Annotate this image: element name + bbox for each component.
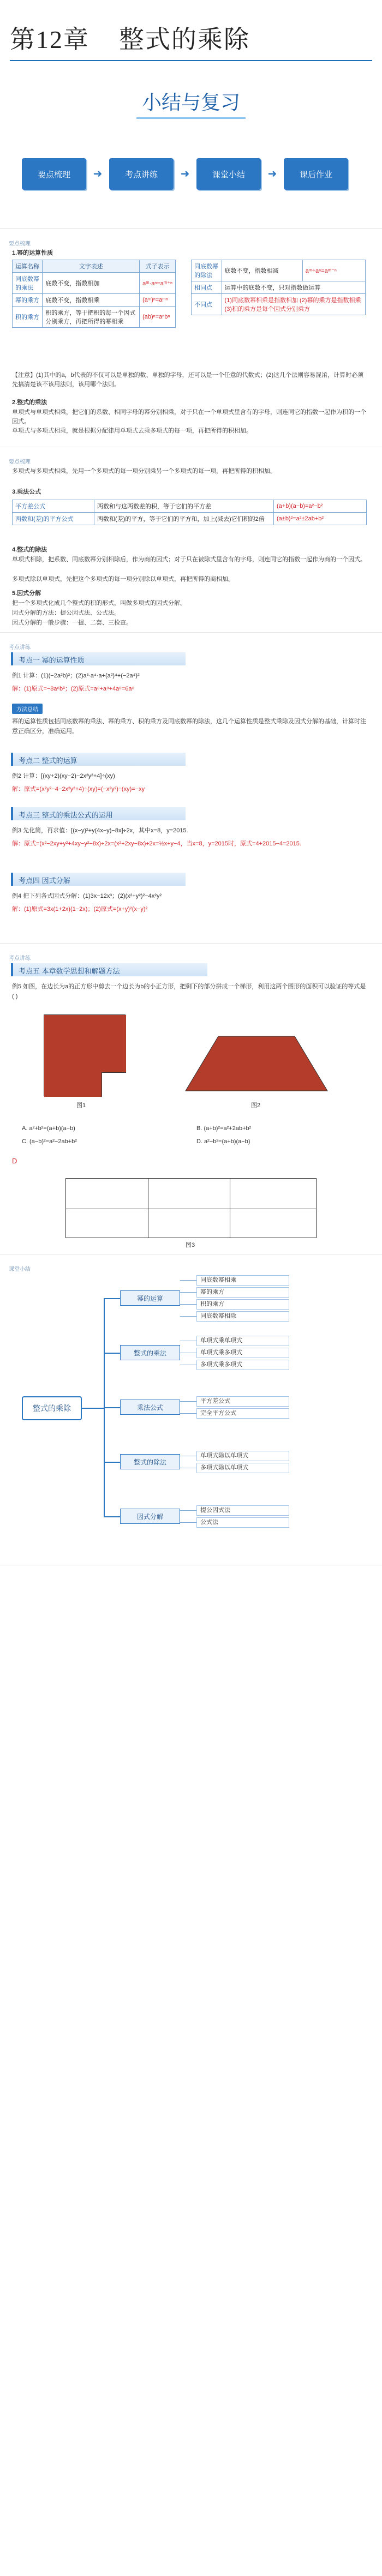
table-row xyxy=(192,281,366,294)
table-cell: 同底数幂的除法 xyxy=(192,260,222,281)
example-question: 例2 计算：[(xy+2)(xy−2)−2x²y²+4]÷(xy) xyxy=(12,773,115,779)
map-leaf: 公式法 xyxy=(196,1517,289,1528)
table-cell: (a+b)(a−b)=a²−b² xyxy=(274,500,367,513)
example-question: 例4 把下列各式因式分解：(1)3x−12x³；(2)(x²+y²)²−4x²y² xyxy=(12,893,162,899)
table-cell: 底数不变，指数相乘 xyxy=(43,294,140,307)
map-branch: 因式分解 xyxy=(120,1509,180,1524)
page-bottom xyxy=(0,1571,382,2576)
map-leaf: 平方差公式 xyxy=(196,1396,289,1407)
practice-slide-1 xyxy=(0,638,382,944)
table-cell: aᵐ·aⁿ=aᵐ⁺ⁿ xyxy=(140,273,176,294)
review-title: 小结与复习 xyxy=(141,92,240,114)
title-slide xyxy=(0,0,382,229)
map-leaf: 单项式乘单项式 xyxy=(196,1336,289,1346)
table-cell: (a±b)²=a²±2ab+b² xyxy=(274,513,367,525)
chapter-number: 第12章 xyxy=(10,26,89,53)
connector-line xyxy=(82,1408,104,1409)
paragraph: 单项式与单项式相乘，把它们的系数、相同字母的幂分别相乘，对于只在一个单项式里含有的字母，则连同它的指数一起作为积的一个因式。 xyxy=(12,409,366,425)
table-cell: 两数和与这两数差的积，等于它们的平方差 xyxy=(94,500,274,513)
connector-line xyxy=(180,1401,196,1402)
example-answer: 解：(1)原式=−8a⁶b³；(2)原式=a⁸+a⁸+4a⁸=6a⁸ xyxy=(12,686,135,692)
choice-a[interactable]: A. a²+b²=(a+b)(a−b) xyxy=(22,1125,75,1132)
table-cell: 两数和(差)的平方公式 xyxy=(13,513,94,525)
topic-title: 考点五 本章数学思想和解题方法 xyxy=(11,963,207,976)
example-question: 例5 如图，在边长为a的正方形中剪去一个边长为b的小正方形，把剩下的部分拼成一个梯形，利用这两个图形的面积可以验证的等式是( ) xyxy=(12,983,366,1000)
table-header: 式子表示 xyxy=(140,260,176,273)
figure-caption: 图1 xyxy=(76,1102,86,1109)
table-header: 运算名称 xyxy=(13,260,43,273)
map-branch: 乘法公式 xyxy=(120,1400,180,1415)
shaded-region xyxy=(44,1015,126,1072)
table-header: 文字表述 xyxy=(43,260,140,273)
power-rules-table xyxy=(12,260,176,328)
table-row xyxy=(13,513,367,525)
table-cell: (aᵐ)ⁿ=aᵐⁿ xyxy=(140,294,176,307)
method-tag: 方法总结 xyxy=(12,704,43,714)
table-row xyxy=(192,294,366,315)
topic-title: 考点三 整式的乘法公式的运用 xyxy=(11,807,186,820)
practice-slide-2 xyxy=(0,949,382,1254)
map-leaf: 同底数幂相乘 xyxy=(196,1275,289,1286)
section-heading: 4.整式的除法 xyxy=(12,547,47,553)
table-row xyxy=(192,260,366,281)
table-row xyxy=(13,500,367,513)
map-branch: 整式的乘法 xyxy=(120,1345,180,1360)
summary-map-slide xyxy=(0,1260,382,1565)
chapter-title xyxy=(10,20,250,56)
paragraph: 因式分解的一般步骤：一提、二套、三检查。 xyxy=(12,620,132,626)
table-cell: 积的乘方 xyxy=(13,307,43,328)
formula-table xyxy=(12,500,367,525)
map-leaf: 单项式除以单项式 xyxy=(196,1451,289,1461)
chapter-name: 整式的乘除 xyxy=(119,26,250,53)
summary-slide-1 xyxy=(0,235,382,447)
example-answer: D xyxy=(12,1157,17,1165)
table-cell: 幂的乘方 xyxy=(13,294,43,307)
table-cell: 积的乘方，等于把积的每一个因式分别乘方，再把所得的幂相乘 xyxy=(43,307,140,328)
step-summary[interactable]: 课堂小结 xyxy=(196,158,261,190)
choice-d[interactable]: D. a²−b²=(a+b)(a−b) xyxy=(196,1138,250,1145)
connector-line xyxy=(104,1407,120,1408)
map-leaf: 多项式乘多项式 xyxy=(196,1360,289,1370)
topic-title: 考点一 幂的运算性质 xyxy=(11,652,186,665)
connector-line xyxy=(180,1304,196,1305)
table-cell: 不同点 xyxy=(192,294,222,315)
arrow-icon: ➜ xyxy=(267,168,277,180)
step-nav xyxy=(22,153,360,202)
map-leaf: 完全平方公式 xyxy=(196,1408,289,1419)
table-row xyxy=(13,273,176,294)
connector-line xyxy=(180,1280,196,1281)
title-divider xyxy=(10,60,372,61)
section-heading: 2.整式的乘法 xyxy=(12,399,47,406)
note-text: 【注意】(1)其中的a，b代表的不仅可以是单独的数、单独的字母，还可以是一个任意的代数式；(2)这几个法则容易混淆，计算时必须先搞清楚该不该用法则，该用哪个法则。 xyxy=(12,372,364,388)
map-leaf: 同底数幂相除 xyxy=(196,1311,289,1322)
choice-c[interactable]: C. (a−b)²=a²−2ab+b² xyxy=(22,1138,77,1145)
step-key-points[interactable]: 要点梳理 xyxy=(22,158,86,190)
section-heading: 1.幂的运算性质 xyxy=(12,250,53,256)
square-figure xyxy=(44,1014,126,1096)
table-cell: 同底数幂的乘法 xyxy=(13,273,43,294)
table-cell: 相同点 xyxy=(192,281,222,294)
map-root: 整式的乘除 xyxy=(22,1396,82,1420)
table-cell: aᵐ÷aⁿ=aᵐ⁻ⁿ xyxy=(302,260,365,281)
example-answer: 解：(1)原式=3x(1+2x)(1−2x)；(2)原式=(x+y)²(x−y)² xyxy=(12,906,148,912)
step-exercises[interactable]: 考点讲练 xyxy=(109,158,174,190)
paragraph: 单项式与多项式相乘，就是根据分配律用单项式去乘多项式的每一项，再把所得的积相加。 xyxy=(12,428,252,434)
map-branch: 整式的除法 xyxy=(120,1454,180,1469)
connector-line xyxy=(104,1516,120,1517)
section-heading: 5.因式分解 xyxy=(12,590,41,597)
slide-header: 考点讲练 xyxy=(9,956,31,962)
topic-title: 考点二 整式的运算 xyxy=(11,753,186,766)
choice-b[interactable]: B. (a+b)²=a²+2ab+b² xyxy=(196,1125,252,1132)
division-rules-table xyxy=(191,260,366,315)
example-question: 例3 先化简，再求值：[(x−y)²+y(4x−y)−8x]÷2x，其中x=8，y=2015. xyxy=(12,827,188,834)
table-cell: 平方差公式 xyxy=(13,500,94,513)
table-row xyxy=(13,294,176,307)
example-answer: 解：原式=(x²−2xy+y²+4xy−y²−8x)÷2x=(x²+2xy−8x)÷2x=½x+y−4，当x=8，y=2015时，原式=4+2015−4=2015. xyxy=(12,840,301,847)
map-leaf: 多项式除以单项式 xyxy=(196,1463,289,1473)
connector-line xyxy=(180,1413,196,1414)
table-cell: 两数和(差)的平方，等于它们的平方和，加上(减去)它们积的2倍 xyxy=(94,513,274,525)
section-heading: 3.乘法公式 xyxy=(12,489,41,495)
slide-header: 要点梳理 xyxy=(9,459,31,465)
paragraph: 单项式相除，把系数、同底数幂分别相除后，作为商的因式；对于只在被除式里含有的字母，则连同它的指数一起作为商的一个因式。 xyxy=(12,556,366,563)
map-branch: 幂的运算 xyxy=(120,1290,180,1306)
topic-title: 考点四 因式分解 xyxy=(11,873,186,886)
trapezoid-figure xyxy=(180,1031,333,1096)
map-leaf: 提公因式法 xyxy=(196,1505,289,1516)
table-cell: 运算中的底数不变，只对指数做运算 xyxy=(222,281,365,294)
table-cell: 底数不变，指数相减 xyxy=(222,260,302,281)
connector-line xyxy=(104,1298,120,1299)
paragraph: 多项式与多项式相乘，先用一个多项式的每一项分别乘另一个多项式的每一项，再把所得的积相加。 xyxy=(12,468,276,475)
map-leaf: 幂的乘方 xyxy=(196,1287,289,1298)
map-leaf: 积的乘方 xyxy=(196,1299,289,1310)
example-answer: 解：原式=(x²y²−4−2x²y²+4)÷(xy)=(−x²y²)÷(xy)=−xy xyxy=(12,786,145,792)
paragraph: 因式分解的方法：提公因式法、公式法。 xyxy=(12,610,120,616)
connector-line xyxy=(104,1462,120,1463)
shaded-region xyxy=(44,1072,102,1097)
connector-line xyxy=(180,1522,196,1523)
slide-header: 要点梳理 xyxy=(9,241,31,247)
summary-slide-2 xyxy=(0,453,382,633)
arrow-icon: ➜ xyxy=(180,168,190,180)
grid-figure xyxy=(65,1178,317,1238)
table-cell: (ab)ⁿ=aⁿbⁿ xyxy=(140,307,176,328)
arrow-icon: ➜ xyxy=(93,168,103,180)
table-cell: 底数不变，指数相加 xyxy=(43,273,140,294)
connector-line xyxy=(180,1510,196,1511)
connector-line xyxy=(104,1353,120,1354)
connector-line xyxy=(180,1292,196,1293)
method-text: 幂的运算性质包括同底数幂的乘法、幂的乘方、积的乘方及同底数幂的除法，这几个运算性质是整式乘除及因式分解的基础，计算时注意正确区分，准确运用。 xyxy=(12,718,366,735)
paragraph: 把一个多项式化成几个整式的积的形式，叫做多项式的因式分解。 xyxy=(12,600,186,607)
table-row xyxy=(13,307,176,328)
slide-header: 课堂小结 xyxy=(9,1266,31,1272)
slide-header: 考点讲练 xyxy=(9,645,31,651)
table-cell: (1)同底数幂相乘是指数相加 (2)幂的乘方是指数相乘 (3)积的乘方是每个因式分别乘方 xyxy=(222,294,365,315)
figure-caption: 图3 xyxy=(186,1242,195,1248)
paragraph: 多项式除以单项式，先把这个多项式的每一项分别除以单项式，再把所得的商相加。 xyxy=(12,576,234,583)
step-homework[interactable]: 课后作业 xyxy=(284,158,348,190)
connector-line xyxy=(180,1316,196,1317)
example-question: 例1 计算：(1)(−2a²b)³；(2)a³·a⁴·a+(a²)⁴+(−2a⁴)² xyxy=(12,672,140,679)
figure-caption: 图2 xyxy=(251,1102,261,1109)
review-underline xyxy=(136,117,246,119)
removed-square xyxy=(102,1072,126,1097)
map-leaf: 单项式乘多项式 xyxy=(196,1348,289,1358)
